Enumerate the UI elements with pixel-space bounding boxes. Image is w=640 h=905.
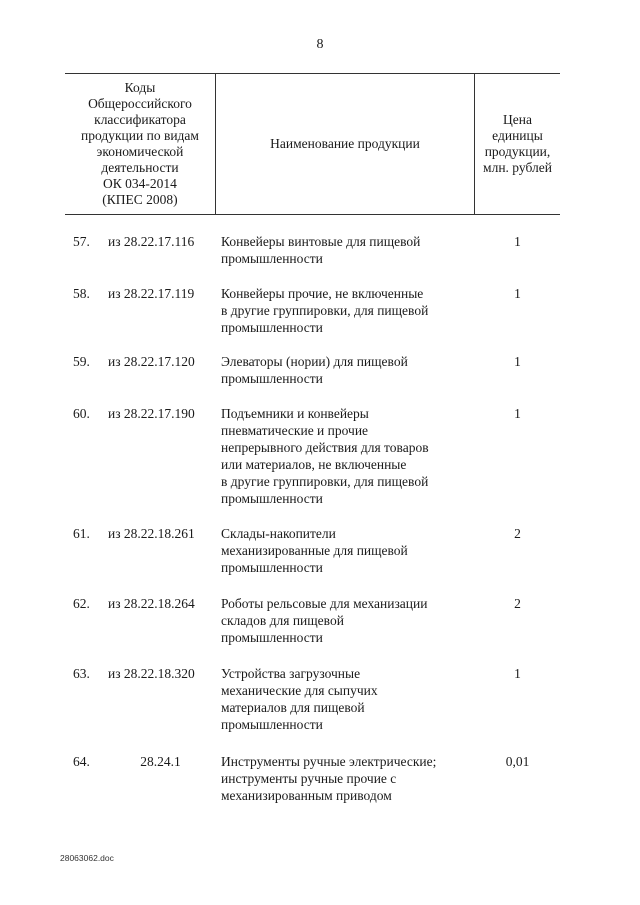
row-number: 61. [73, 526, 90, 541]
product-name-line: пневматические и прочие [221, 423, 369, 438]
row-code: 28.24.1 [140, 754, 181, 769]
row-price: 1 [514, 234, 521, 249]
product-name-line: в другие группировки, для пищевой [221, 303, 429, 318]
product-name-line: инструменты ручные прочие с [221, 771, 397, 786]
row-product-name [221, 595, 471, 646]
product-name-line: непрерывного действия для товаров [221, 440, 429, 455]
row-product-name [221, 285, 471, 336]
row-code: из 28.22.17.116 [108, 234, 195, 249]
product-name-line: Инструменты ручные электрические; [221, 754, 437, 769]
row-code: из 28.22.17.119 [108, 286, 195, 301]
product-name-line: механические для сыпучих [221, 683, 378, 698]
product-name-line: Подъемники и конвейеры [221, 406, 369, 421]
document-filename: 28063062.doc [60, 853, 114, 863]
product-name-line: материалов для пищевой [221, 700, 365, 715]
row-code: из 28.22.18.320 [108, 666, 195, 681]
row-price: 1 [514, 666, 521, 681]
row-number: 63. [73, 666, 90, 681]
row-product-name [221, 665, 471, 733]
header-codes-label: Коды Общероссийского классификатора продукции по видам экономической деятельности ОК 034-2014 (КПЕС 2008) [81, 80, 199, 207]
row-code: из 28.22.18.261 [108, 526, 195, 541]
row-number: 64. [73, 754, 90, 769]
row-number: 57. [73, 234, 90, 249]
row-product-name [221, 753, 471, 804]
product-name-line: Конвейеры винтовые для пищевой [221, 234, 421, 249]
row-product-name [221, 353, 471, 387]
product-name-line: Конвейеры прочие, не включенные [221, 286, 424, 301]
product-name-line: промышленности [221, 630, 323, 645]
row-number: 58. [73, 286, 90, 301]
row-product-name [221, 525, 471, 576]
product-name-line: складов для пищевой [221, 613, 344, 628]
product-name-line: Склады-накопители [221, 526, 336, 541]
row-price: 0,01 [505, 754, 530, 769]
row-product-name [221, 405, 471, 507]
row-price: 2 [514, 526, 521, 541]
row-code: из 28.22.17.120 [108, 354, 195, 369]
row-price: 2 [514, 596, 521, 611]
product-name-line: промышленности [221, 560, 323, 575]
product-name-line: промышленности [221, 371, 323, 386]
product-name-line: промышленности [221, 251, 323, 266]
header-price-column [475, 74, 560, 214]
row-number: 59. [73, 354, 90, 369]
product-name-line: Элеваторы (нории) для пищевой [221, 354, 408, 369]
product-name-line: промышленности [221, 717, 323, 732]
row-code: из 28.22.18.264 [108, 596, 195, 611]
product-name-line: промышленности [221, 320, 323, 335]
row-number: 60. [73, 406, 90, 421]
row-product-name [221, 233, 471, 267]
product-name-line: Роботы рельсовые для механизации [221, 596, 428, 611]
product-name-line: механизированные для пищевой [221, 543, 408, 558]
row-price: 1 [514, 406, 521, 421]
row-price: 1 [514, 354, 521, 369]
product-name-line: или материалов, не включенные [221, 457, 407, 472]
header-codes-column [65, 74, 216, 214]
header-name-column [216, 74, 475, 214]
product-name-line: промышленности [221, 491, 323, 506]
product-name-line: механизированным приводом [221, 788, 392, 803]
row-number: 62. [73, 596, 90, 611]
product-name-line: Устройства загрузочные [221, 666, 361, 681]
product-name-line: в другие группировки, для пищевой [221, 474, 429, 489]
header-price-label: Цена единицы продукции, млн. рублей [483, 112, 552, 175]
row-code: из 28.22.17.190 [108, 406, 195, 421]
page-number: 8 [316, 37, 324, 52]
row-price: 1 [514, 286, 521, 301]
table-header [65, 73, 560, 215]
header-name-label: Наименование продукции [270, 136, 420, 151]
